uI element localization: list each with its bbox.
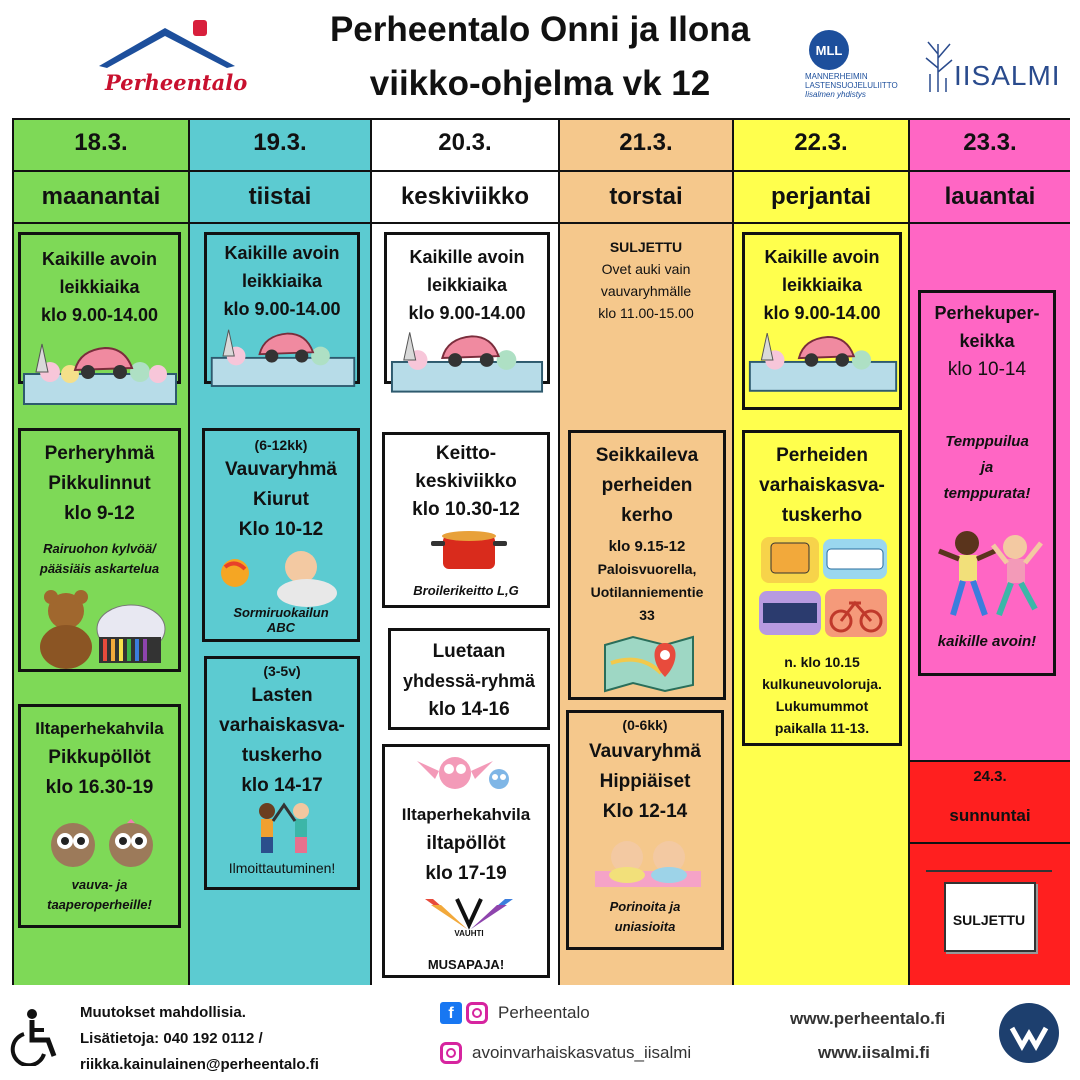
closed-sign (926, 870, 1052, 958)
iisalmi-logo (918, 34, 1068, 94)
iisalmi-website-link[interactable]: www.iisalmi.fi (818, 1043, 930, 1062)
tree-figure-icon (918, 34, 958, 94)
evening-cafe-wednesday: Iltaperhekahvila iltapöllöt klo 17-19 VAUHTI MUSAPAJA! (382, 744, 550, 978)
instagram-icon[interactable] (466, 1002, 488, 1024)
weekly-schedule (12, 118, 1070, 985)
vehicles-illustration (757, 533, 889, 641)
date-thursday: 21.3. (560, 120, 732, 172)
instagram-handle[interactable]: avoinvarhaiskasvatus_iisalmi (472, 1043, 692, 1062)
house-roof-icon (95, 18, 240, 78)
facebook-icon[interactable]: f (440, 1002, 462, 1024)
kids-club-tuesday: (3-5v) Lasten varhaiskasva- tuskerho klo 14-17 Ilmoittautuminen! (204, 656, 360, 890)
family-club-friday: Perheiden varhaiskasva- tuskerho n. klo 10.15 kulkuneuvoloruja. Lukumummot paikalla 11-13. (742, 430, 902, 746)
open-play-wednesday: Kaikille avoin leikkiaika klo 9.00-14.00 (384, 232, 550, 384)
column-friday (734, 120, 910, 985)
day-wednesday: keskiviikko (372, 172, 558, 224)
toy-box-illustration (388, 320, 546, 400)
date-friday: 22.3. (734, 120, 908, 172)
website-links (790, 1002, 945, 1070)
changes-note: Muutokset mahdollisia. (80, 1004, 246, 1021)
closed-notice-thursday: SULJETTU Ovet auki vain vauvaryhmälle klo 11.00-15.00 (598, 239, 694, 321)
kids-exercising-illustration (935, 529, 1045, 621)
seal-logo (998, 1002, 1060, 1064)
mll-badge: MLL (809, 30, 849, 70)
wheelchair-accessibility-icon (10, 1008, 62, 1066)
facebook-instagram-handle[interactable]: Perheentalo (498, 1003, 590, 1022)
soup-wednesday: Keitto- keskiviikko klo 10.30-12 Broilerikeitto L,G (382, 432, 550, 608)
teddy-bear-painting-illustration (31, 589, 171, 669)
family-gig-saturday: Perhekuper- keikka klo 10-14 Temppuilua ja temppurata! kaikille avoin! (918, 290, 1056, 676)
open-play-tuesday: Kaikille avoin leikkiaika klo 9.00-14.00 (204, 232, 360, 384)
reading-group-wednesday: Luetaan yhdessä-ryhmä klo 14-16 (388, 628, 550, 730)
vauhti-logo: VAUHTI (423, 895, 515, 941)
page-title: Perheentalo Onni ja Ilona (329, 10, 751, 49)
column-tuesday (190, 120, 372, 985)
date-saturday: 23.3. (910, 120, 1070, 172)
instagram-icon[interactable] (440, 1042, 462, 1064)
owls-illustration (43, 819, 163, 869)
column-wednesday (372, 120, 560, 985)
baby-group-hippiaiset: (0-6kk) Vauvaryhmä Hippiäiset Klo 12-14 Porinoita ja uniasioita (566, 710, 724, 950)
mll-logo (805, 30, 915, 100)
evening-cafe-monday: Iltaperhekahvila Pikkupöllöt klo 16.30-19 vauva- ja taaperoperheille! (18, 704, 181, 928)
page-subtitle: viikko-ohjelma vk 12 (369, 64, 711, 103)
perheentalo-website-link[interactable]: www.perheentalo.fi (790, 1009, 946, 1028)
date-sunday: 24.3. (973, 768, 1007, 785)
toy-box-illustration (746, 320, 900, 400)
column-monday (14, 120, 190, 985)
day-thursday: torstai (560, 172, 732, 224)
date-wednesday: 20.3. (372, 120, 558, 172)
phone-info: Lisätietoja: 040 192 0112 / (80, 1030, 263, 1047)
kids-high-five-illustration (251, 801, 319, 855)
column-saturday (910, 120, 1070, 985)
adventure-club-thursday: Seikkaileva perheiden kerho klo 9.15-12 Paloisvuorella, Uotilanniementie 33 (568, 430, 726, 700)
perheentalo-logo-text: Perheentalo (105, 70, 248, 95)
crawling-baby-illustration (217, 549, 347, 609)
open-play-monday: Kaikille avoin leikkiaika klo 9.00-14.00 (18, 232, 181, 384)
open-play-friday: Kaikille avoin leikkiaika klo 9.00-14.00 (742, 232, 902, 410)
day-monday: maanantai (14, 172, 188, 224)
date-tuesday: 19.3. (190, 120, 370, 172)
two-babies-illustration (593, 833, 703, 889)
date-monday: 18.3. (14, 120, 188, 172)
day-tuesday: tiistai (190, 172, 370, 224)
toy-box-illustration (20, 332, 180, 412)
soup-pot-icon (431, 527, 507, 573)
perheentalo-logo (95, 18, 248, 108)
toy-box-illustration (208, 316, 358, 396)
family-group-monday: Perheryhmä Pikkulinnut klo 9-12 Rairuohon kylvöä/ pääsiäis askartelua (18, 428, 181, 672)
sunday-block (910, 760, 1070, 985)
day-friday: perjantai (734, 172, 908, 224)
footer-contact (80, 1000, 319, 1078)
day-saturday: lauantai (910, 172, 1070, 224)
closed-sign-text: SULJETTU (952, 912, 1026, 928)
map-pin-icon (601, 633, 697, 693)
column-thursday (560, 120, 734, 985)
baby-group-kiurut: (6-12kk) Vauvaryhmä Kiurut Klo 10-12 Sormiruokailun ABC (202, 428, 360, 642)
iisalmi-logo-text: IISALMI (954, 60, 1061, 91)
mll-logo-text: MANNERHEIMIN LASTENSUOJELULIITTO Iisalmen yhdistys (805, 72, 898, 99)
email-link[interactable]: riikka.kainulainen@perheentalo.fi (80, 1056, 319, 1073)
day-sunday: sunnuntai (949, 806, 1031, 825)
flying-owls-illustration (415, 751, 525, 793)
